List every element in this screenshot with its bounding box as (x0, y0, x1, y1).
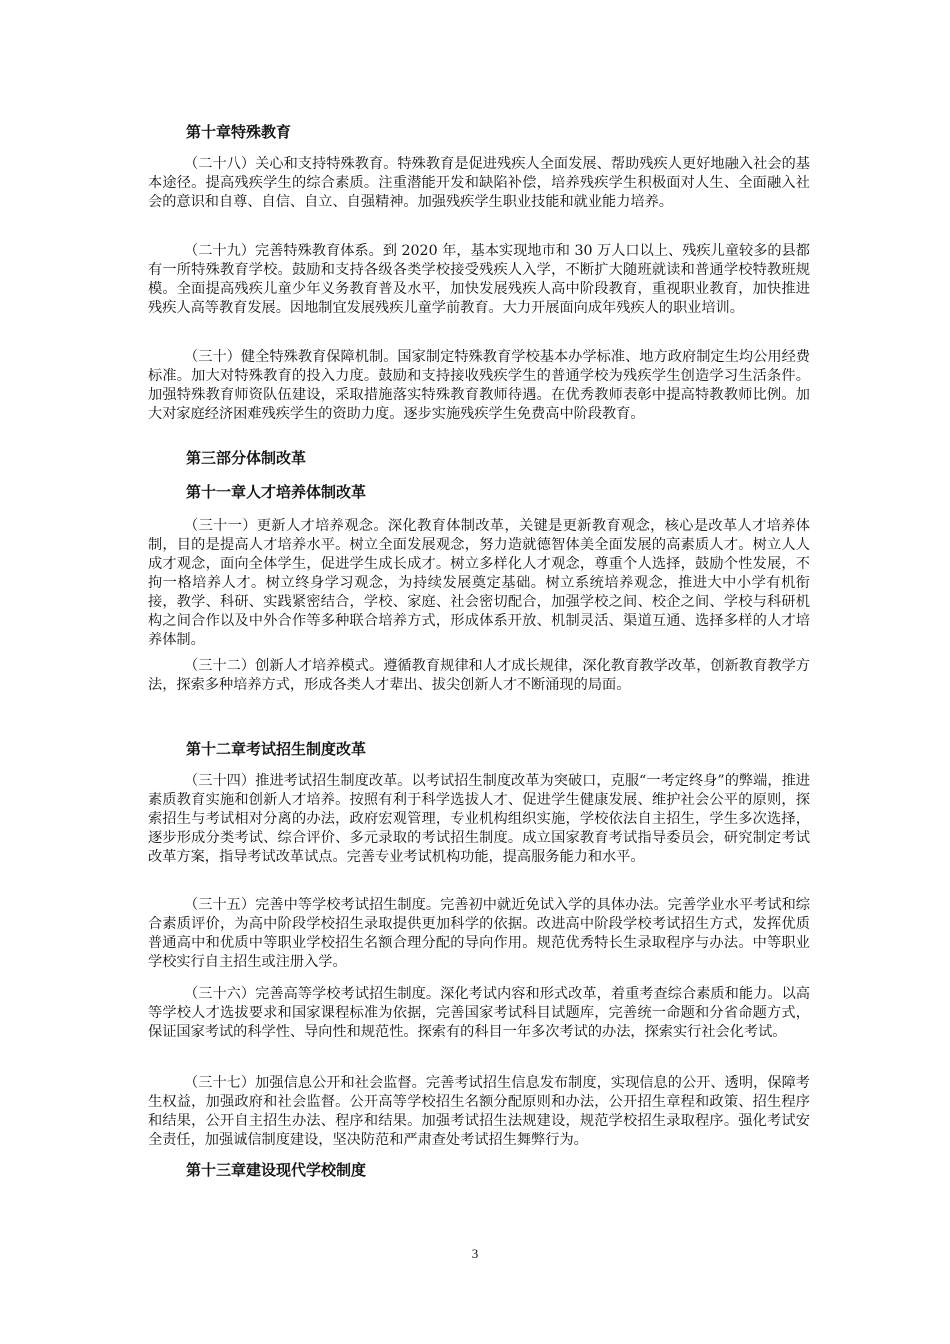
paragraph-32: （三十二）创新人才培养模式。遵循教育规律和人才成长规律，深化教育教学改革，创新教育教学方法，探索多种培养方式，形成各类人才辈出、拔尖创新人才不断涌现的局面。 (148, 658, 810, 693)
part-3-heading: 第三部分体制改革 (186, 449, 307, 467)
paragraph-31: （三十一）更新人才培养观念。深化教育体制改革，关键是更新教育观念，核心是改革人才培养体制，目的是提高人才培养水平。树立全面发展观念，努力造就德智体美全面发展的高素质人才。树立人人成才观念，面向全体学生，促进学生成长成才。树立多样化人才观念，尊重个人选择，鼓励个性发展，不拘一格培养人才。树立终身学习观念，为持续发展奠定基础。树立系统培养观念，推进大中小学有机衔接，教学、科研、实践紧密结合，学校、家庭、社会密切配合，加强学校之间、校企之间、学校与科研机构之间合作以及中外合作等多种联合培养方式，形成体系开放、机制灵活、渠道互通、选择多样的人才培养体制。 (148, 518, 810, 648)
paragraph-35: （三十五）完善中等学校考试招生制度。完善初中就近免试入学的具体办法。完善学业水平考试和综合素质评价，为高中阶段学校招生录取提供更加科学的依据。改进高中阶段学校考试招生方式，发挥优质普通高中和优质中等职业学校招生名额合理分配的导向作用。规范优秀特长生录取程序与办法。中等职业学校实行自主招生或注册入学。 (148, 897, 810, 970)
paragraph-37: （三十七）加强信息公开和社会监督。完善考试招生信息发布制度，实现信息的公开、透明，保障考生权益，加强政府和社会监督。公开高等学校招生名额分配原则和办法，公开招生章程和政策、招生程序和结果，公开自主招生办法、程序和结果。加强考试招生法规建设，规范学校招生录取程序。强化考试安全责任，加强诚信制度建设，坚决防范和严肃查处考试招生舞弊行为。 (148, 1075, 810, 1148)
chapter-10-heading: 第十章特殊教育 (186, 123, 292, 141)
chapter-12-heading: 第十二章考试招生制度改革 (186, 740, 367, 758)
paragraph-28: （二十八）关心和支持特殊教育。特殊教育是促进残疾人全面发展、帮助残疾人更好地融入社会的基本途径。提高残疾学生的综合素质。注重潜能开发和缺陷补偿，培养残疾学生积极面对人生、全面融入社会的意识和自尊、自信、自立、自强精神。加强残疾学生职业技能和就业能力培养。 (148, 156, 810, 210)
paragraph-29: （二十九）完善特殊教育体系。到 2020 年，基本实现地市和 30 万人口以上、残疾儿童较多的县都有一所特殊教育学校。鼓励和支持各级各类学校接受残疾人入学，不断扩大随班就读和普通学校特教班规模。全面提高残疾儿童少年义务教育普及水平，加快发展残疾人高中阶段教育，重视职业教育，加快推进残疾人高等教育发展。因地制宜发展残疾儿童学前教育。大力开展面向成年残疾人的职业培训。 (148, 243, 810, 316)
page-number: 3 (471, 1246, 479, 1261)
paragraph-36: （三十六）完善高等学校考试招生制度。深化考试内容和形式改革，着重考查综合素质和能力。以高等学校人才选拔要求和国家课程标准为依据，完善国家考试科目试题库，完善统一命题和分省命题方式，保证国家考试的科学性、导向性和规范性。探索有的科目一年多次考试的办法，探索实行社会化考试。 (148, 986, 810, 1040)
chapter-11-heading: 第十一章人才培养体制改革 (186, 483, 367, 501)
paragraph-30: （三十）健全特殊教育保障机制。国家制定特殊教育学校基本办学标准、地方政府制定生均公用经费标准。加大对特殊教育的投入力度。鼓励和支持接收残疾学生的普通学校为残疾学生创造学习生活条件。加强特殊教育师资队伍建设，采取措施落实特殊教育教师待遇。在优秀教师表彰中提高特教教师比例。加大对家庭经济困难残疾学生的资助力度。逐步实施残疾学生免费高中阶段教育。 (148, 349, 810, 422)
paragraph-34: （三十四）推进考试招生制度改革。以考试招生制度改革为突破口，克服“一考定终身”的弊端，推进素质教育实施和创新人才培养。按照有利于科学选拔人才、促进学生健康发展、维护社会公平的原则，探索招生与考试相对分离的办法，政府宏观管理，专业机构组织实施，学校依法自主招生，学生多次选择，逐步形成分类考试、综合评价、多元录取的考试招生制度。成立国家教育考试指导委员会，研究制定考试改革方案，指导考试改革试点。完善专业考试机构功能，提高服务能力和水平。 (148, 773, 810, 865)
chapter-13-heading: 第十三章建设现代学校制度 (186, 1161, 367, 1179)
